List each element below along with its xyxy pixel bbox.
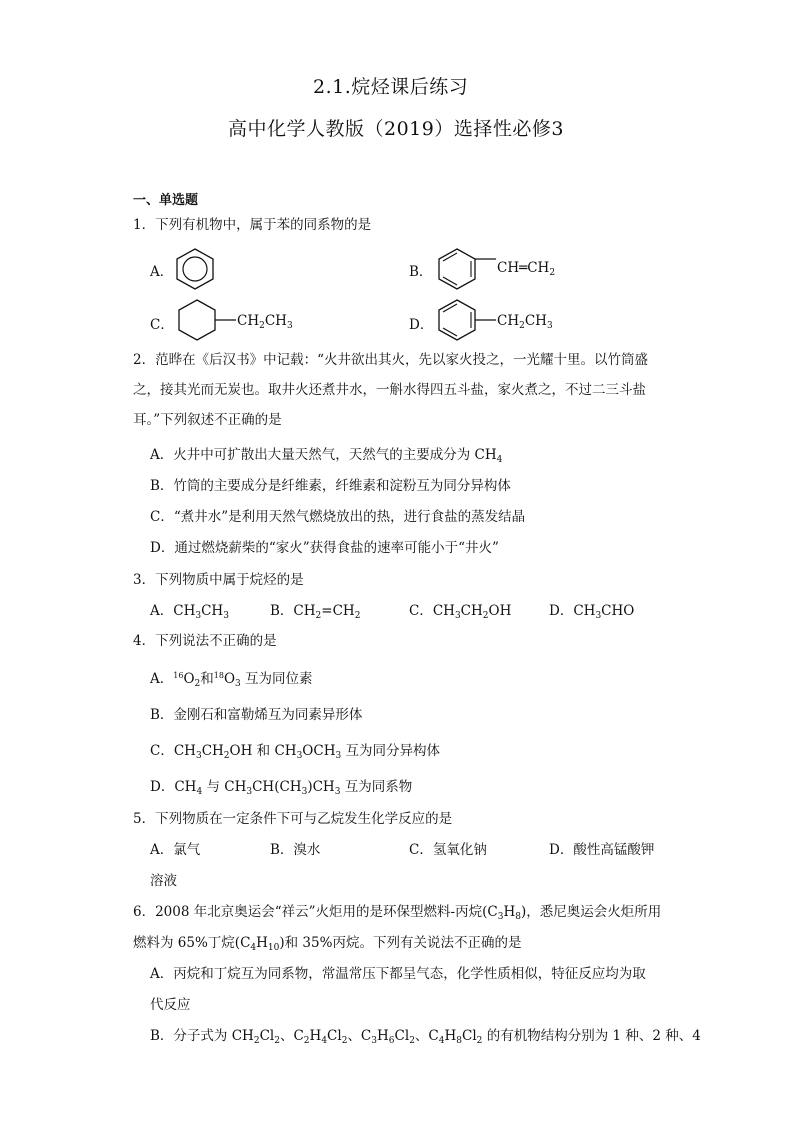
q2-stem-line1: 2．范晔在《后汉书》中记载：“火井欲出其火，先以家火投之，一光耀十里。以竹筒盛 [133, 352, 648, 368]
q3-stem: 3．下列物质中属于烷烃的是 [133, 572, 304, 588]
q4-option-c: C．$CH_3CH_2OH$ 和 $CH_3OCH_3$ 互为同分异构体 [150, 743, 440, 761]
q5-option-c: C．氢氧化钠 [409, 842, 487, 858]
q6-option-b: B．分子式为 $CH_2Cl_2$、$C_2H_4Cl_2$、$C_3H_6Cl_2$、$C_4H_8Cl_2$ 的有机物结构分别为 1 种、2 种、4 [150, 1028, 701, 1046]
doc-subtitle: 高中化学人教版（2019）选择性必修3 [228, 118, 564, 140]
q5-option-a: A．氯气 [150, 842, 201, 858]
q4-option-a: A．$^{16}O_2$和$^{18}O_3$ 互为同位素 [150, 671, 313, 689]
ethylbenzene-ring [432, 297, 502, 343]
q1-option-d-label: D． [409, 317, 434, 333]
q2-stem-line2: 之，接其光而无炭也。取井火还煮井水，一斛水得四五斗盐，家火煮之，不过二三斗盐 [133, 382, 646, 398]
q4-stem: 4．下列说法不正确的是 [133, 633, 277, 649]
q1-stem: 1．下列有机物中，属于苯的同系物的是 [133, 217, 372, 233]
q3-option-b: B．$CH_2=CH_2$ [270, 603, 361, 621]
q2-option-c: C．“煮井水”是利用天然气燃烧放出的热，进行食盐的蒸发结晶 [150, 509, 526, 525]
q6-stem-line1: 6．2008 年北京奥运会“祥云”火炬用的是环保型燃料-丙烷$(C_3H_8)$，悉尼奥运会火炬所用 [133, 904, 662, 922]
q1-option-c-label: C． [150, 317, 174, 333]
doc-title: 2.1.烷烃课后练习 [313, 76, 469, 98]
q5-option-d-cont: 溶液 [150, 873, 177, 889]
q6-option-a-line1: A．丙烷和丁烷互为同系物，常温常压下都呈气态，化学性质相似，特征反应均为取 [150, 966, 646, 982]
q1-b-substituent: $CH═CH_2$ [497, 260, 556, 278]
q3-option-c: C．$CH_3CH_2OH$ [409, 603, 512, 621]
q2-option-b: B．竹筒的主要成分是纤维素，纤维素和淀粉互为同分异构体 [150, 478, 511, 494]
q3-option-a: A．$CH_3CH_3$ [150, 603, 229, 621]
q2-option-a: A．火井中可扩散出大量天然气，天然气的主要成分为 $CH_4$ [150, 447, 503, 465]
q5-option-b: B．溴水 [270, 842, 321, 858]
styrene-ring [432, 246, 502, 292]
q1-option-a-label: A． [150, 264, 174, 280]
q5-stem: 5．下列物质在一定条件下可与乙烷发生化学反应的是 [133, 811, 453, 827]
q5-option-d: D．酸性高锰酸钾 [549, 842, 655, 858]
q6-option-a-line2: 代反应 [150, 997, 191, 1013]
q6-stem-line2: 燃料为 65%丁烷$(C_4H_{10})$和 35%丙烷。下列有关说法不正确的是 [133, 935, 522, 953]
q1-d-substituent: $CH_2CH_3$ [497, 313, 553, 331]
q1-option-b-label: B． [409, 264, 433, 280]
q2-option-d: D．通过燃烧薪柴的“家火”获得食盐的速率可能小于“井火” [150, 540, 499, 556]
q2-stem-line3: 耳。”下列叙述不正确的是 [133, 412, 282, 428]
cyclohexane-ring [172, 297, 242, 343]
benzene-structure [170, 246, 220, 292]
q4-option-b: B．金刚石和富勒烯互为同素异形体 [150, 707, 363, 723]
q3-option-d: D．$CH_3CHO$ [549, 603, 635, 621]
q4-option-d: D．$CH_4$ 与 $CH_3CH(CH_3)CH_3$ 互为同系物 [150, 779, 413, 797]
q1-c-substituent: $CH_2CH_3$ [237, 313, 293, 331]
section-heading: 一、单选题 [133, 193, 199, 208]
